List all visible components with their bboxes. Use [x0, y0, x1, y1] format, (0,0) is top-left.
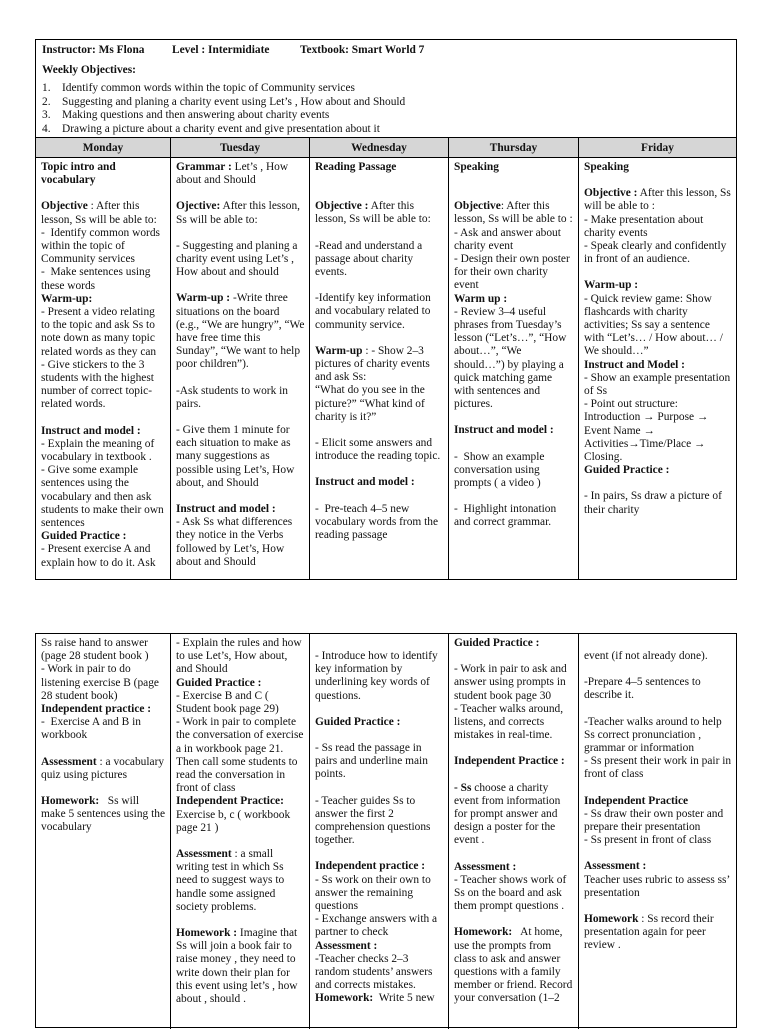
- objective-item: 1. Identify common words within the topic of Community services: [42, 82, 355, 94]
- lesson-text: [584, 755, 732, 781]
- inline-text: - Speak clearly and confidently in front of an audience.: [584, 240, 730, 266]
- inline-text: : - Show 2–3 pictures of charity events and ask Ss:: [315, 344, 433, 384]
- section-heading: Independent Practice :: [454, 755, 565, 768]
- inline-text: - Review 3–4 useful phrases from Tuesday’s lesson (“Let’s…”, “How about…”, “We should…”) by playing a quick matching game with sentences and pictures.: [454, 305, 570, 411]
- lesson-text: [41, 716, 166, 742]
- lesson-text: [41, 543, 166, 569]
- section-heading: Guided Practice :: [454, 637, 540, 649]
- inline-label: Homework :: [176, 927, 238, 940]
- lesson-text: [315, 650, 444, 703]
- section-heading: Instruct and model :: [176, 503, 276, 516]
- inline-text: At home, use the prompts from class to ask and answer questions with a family member or friend. Record your conversation (1–2: [454, 926, 576, 1005]
- inline-text: -Teacher checks 2–3 random students’ answers and corrects mistakes.: [315, 952, 436, 992]
- inline-text: Ss will make 5 sentences using the vocabulary: [41, 795, 168, 834]
- lesson-text: [454, 703, 574, 743]
- inline-text: -Read and understand a passage about charity events.: [315, 239, 426, 279]
- inline-text: - Ss draw their own poster and prepare their presentation: [584, 807, 727, 834]
- objective-item: 2. Suggesting and planing a charity event using Let’s , How about and Should: [42, 95, 406, 108]
- lesson-text: [315, 345, 444, 385]
- spacer: [584, 477, 732, 490]
- lesson-text: [454, 782, 574, 848]
- spacer: [584, 782, 732, 795]
- inline-text: - Work in pair to ask and answer using prompts in student book page 30: [454, 663, 570, 702]
- lesson-text: [315, 742, 444, 782]
- spacer: [315, 729, 444, 742]
- objective-item: 4. Drawing a picture about a charity event and give presentation about it: [42, 122, 380, 135]
- lesson-text: [176, 240, 305, 280]
- lesson-text: [584, 490, 732, 516]
- inline-text: - Show an example presentation of Ss: [584, 371, 733, 398]
- lesson-text: [584, 716, 732, 756]
- lesson-text: [315, 874, 444, 914]
- spacer: [315, 782, 444, 795]
- lesson-text: [176, 200, 305, 226]
- spacer: [176, 914, 305, 927]
- lesson-text: [315, 384, 444, 424]
- spacer: [454, 848, 574, 861]
- inline-label: Homework:: [454, 926, 513, 939]
- inline-text: - Design their own poster for their own charity event: [454, 253, 573, 292]
- spacer: [315, 332, 444, 345]
- lesson-text: [584, 650, 732, 663]
- inline-text: - Elicit some answers and introduce the reading topic.: [315, 437, 441, 463]
- section-heading: Assessment :: [454, 860, 517, 873]
- inline-text: - Make sentences using these words: [41, 266, 154, 292]
- inline-label: Grammar :: [176, 161, 232, 173]
- lesson-text: [315, 200, 444, 226]
- weekly-objectives-list: [42, 82, 405, 136]
- inline-text: - Explain the rules and how to use Let’s, How about, and Should: [176, 637, 305, 676]
- spacer: [454, 187, 574, 200]
- spacer: [454, 490, 574, 503]
- lesson-text: [176, 927, 305, 1006]
- inline-text: - Make presentation about charity events: [584, 213, 707, 239]
- day-header-monday: Monday: [36, 137, 171, 158]
- spacer: [315, 490, 444, 503]
- inline-text: - Ss work on their own to answer the remaining questions: [315, 873, 434, 913]
- inline-text: - Present a video relating to the topic and ask Ss to note down as many topic related words as they can: [41, 306, 158, 358]
- wednesday-column: [310, 634, 449, 1029]
- spacer: [315, 279, 444, 292]
- section-heading: Topic intro and vocabulary: [41, 161, 119, 187]
- lesson-text: [41, 756, 166, 782]
- inline-text: - Work in pair to do listening exercise B (page 28 student book): [41, 663, 162, 702]
- lesson-text: [176, 161, 305, 187]
- section-heading: Assessment :: [584, 860, 647, 873]
- lesson-text: [41, 306, 166, 359]
- spacer: [315, 227, 444, 240]
- spacer: [176, 187, 305, 200]
- inline-text: : After this lesson, Ss will be able to:: [41, 200, 157, 226]
- day-header-thursday: Thursday: [449, 137, 579, 158]
- lesson-text: [315, 240, 444, 280]
- lesson-text: [584, 214, 732, 240]
- wednesday-column: [310, 158, 449, 579]
- inline-text: Exercise b, c ( workbook page 21 ): [176, 808, 294, 834]
- lesson-text: [176, 516, 305, 569]
- section-heading: Independent practice :: [41, 703, 152, 716]
- spacer: [315, 187, 444, 200]
- inline-text: choose a charity event from information for prompt answer and design a poster for the event .: [454, 781, 564, 847]
- inline-text: - Ss present their work in pair in front of class: [584, 755, 734, 781]
- lesson-text: [176, 809, 305, 835]
- inline-text: - Teacher walks around, listens, and corrects mistakes in real-time.: [454, 702, 566, 742]
- lesson-plan-table-page-2: [35, 633, 737, 1028]
- inline-label: Objective: [41, 200, 88, 213]
- inline-text: - Give stickers to the 3 students with the highest number of correct topic-related words.: [41, 358, 157, 411]
- inline-label: Objective: [454, 200, 501, 213]
- thursday-column: [449, 158, 579, 579]
- lesson-text: [584, 293, 732, 359]
- spacer: [41, 412, 166, 425]
- spacer: [176, 227, 305, 240]
- spacer: [454, 650, 574, 663]
- day-header-wednesday: Wednesday: [310, 137, 449, 158]
- section-heading: Independent practice :: [315, 860, 426, 873]
- inline-text: event (if not already done).: [584, 650, 708, 662]
- inline-label: Assessment: [41, 755, 97, 768]
- lesson-text: [454, 874, 574, 914]
- lesson-text: [41, 200, 166, 226]
- inline-label: Assessment: [176, 848, 232, 861]
- inline-text: - Identify common words within the topic of Community services: [41, 226, 163, 266]
- spacer: [41, 782, 166, 795]
- day-columns-page-1: [36, 158, 736, 579]
- lesson-text: [584, 834, 732, 847]
- lesson-text: [315, 795, 444, 848]
- inline-text: - Highlight intonation and correct grammar.: [454, 503, 560, 529]
- spacer: [454, 438, 574, 451]
- inline-text: -Identify key information and vocabulary related to community service.: [315, 292, 434, 331]
- lesson-text: [454, 253, 574, 293]
- inline-text: -Teacher walks around to help Ss correct pronunciation , grammar or information: [584, 715, 725, 755]
- inline-label: Homework: [584, 913, 639, 926]
- lesson-text: [315, 953, 444, 993]
- day-header-tuesday: Tuesday: [171, 137, 310, 158]
- lesson-text: [176, 385, 305, 411]
- spacer: [315, 847, 444, 860]
- spacer: [315, 463, 444, 476]
- inline-text: - Suggesting and planing a charity event using Let’s , How about and should: [176, 239, 301, 279]
- inline-label: - Ss: [454, 781, 472, 794]
- lesson-text: [454, 926, 574, 1005]
- friday-column: [579, 158, 736, 579]
- inline-text: Write 5 new: [373, 992, 435, 1005]
- lesson-text: [454, 663, 574, 703]
- inline-label: Warm-up :: [176, 292, 231, 305]
- spacer: [315, 174, 444, 187]
- inline-text: - Introduce how to identify key information by underlining key words of questions.: [315, 650, 441, 702]
- lesson-text: [41, 227, 166, 267]
- spacer: [41, 187, 166, 200]
- lesson-text: [176, 716, 305, 795]
- spacer: [584, 900, 732, 913]
- section-heading: Warm up :: [454, 292, 508, 305]
- section-heading: Speaking: [584, 161, 629, 173]
- lesson-text: [584, 372, 732, 398]
- lesson-text: [315, 992, 444, 1005]
- inline-text: : Ss record their presentation again for peer review .: [584, 913, 717, 952]
- inline-text: - Teacher guides Ss to answer the first 2 comprehension questions together.: [315, 794, 434, 847]
- section-heading: Warm-up :: [584, 279, 639, 292]
- inline-text: After this lesson, Ss will be able to :: [584, 187, 734, 213]
- weekly-objectives-title: Weekly Objectives:: [42, 64, 136, 76]
- lesson-text: [454, 200, 574, 226]
- section-heading: Guided Practice :: [315, 715, 401, 728]
- tuesday-column: [171, 634, 310, 1029]
- section-heading: Warm-up:: [41, 292, 93, 305]
- section-heading: Guided Practice :: [41, 530, 127, 543]
- inline-text: “What do you see in the picture?” “What kind of charity is it?”: [315, 384, 428, 423]
- inline-text: - Exercise B and C ( Student book page 29): [176, 689, 279, 716]
- inline-text: Ss raise hand to answer (page 28 student book ): [41, 637, 151, 663]
- lesson-text: [41, 464, 166, 530]
- inline-text: - Ask Ss what differences they notice in the Verbs followed by Let’s, How about and Should: [176, 516, 296, 568]
- spacer: [454, 411, 574, 424]
- lesson-text: [315, 503, 444, 543]
- section-heading: Instruct and Model :: [584, 358, 685, 371]
- section-heading: Independent Practice:: [176, 795, 284, 808]
- section-heading: Speaking: [454, 161, 499, 173]
- section-heading: Instruct and model :: [454, 424, 554, 437]
- inline-text: -Write three situations on the board (e.g., “We are hungry”, “We have free time this Sunday”, “We want to help poor children”).: [176, 292, 308, 371]
- inline-text: - Work in pair to complete the conversation of exercise a in workbook page 21. Then call some students to read the conversation in front of class: [176, 716, 307, 795]
- thursday-column: [449, 634, 579, 1029]
- section-heading: Guided Practice :: [176, 676, 262, 689]
- section-heading: Reading Passage: [315, 161, 397, 173]
- day-header-friday: Friday: [579, 137, 736, 158]
- spacer: [454, 913, 574, 926]
- lesson-text: [41, 663, 166, 703]
- inline-text: -Ask students to work in pairs.: [176, 384, 291, 410]
- inline-label: Ojective:: [176, 200, 221, 213]
- spacer: [41, 743, 166, 756]
- lesson-text: [176, 637, 305, 677]
- lesson-text: [41, 795, 166, 835]
- objective-item: 3. Making questions and then answering about charity events: [42, 109, 330, 121]
- lesson-text: [41, 637, 166, 663]
- inline-label: Homework:: [315, 992, 374, 1005]
- inline-text: - In pairs, Ss draw a picture of their charity: [584, 490, 725, 516]
- inline-label: Homework:: [41, 795, 100, 808]
- spacer: [584, 637, 732, 650]
- lesson-text: [41, 438, 166, 464]
- monday-column: [36, 158, 171, 579]
- section-heading: Independent Practice: [584, 794, 689, 807]
- spacer: [315, 703, 444, 716]
- lesson-text: [584, 398, 732, 464]
- lesson-text: [584, 187, 732, 213]
- inline-text: - Exchange answers with a partner to check: [315, 913, 440, 939]
- inline-text: - Quick review game: Show flashcards with charity activities; Ss say a sentence with “Let’s… / How about… / We should…”: [584, 292, 726, 358]
- spacer: [315, 637, 444, 650]
- lesson-plan-table-page-1: [35, 39, 737, 580]
- spacer: [454, 174, 574, 187]
- lesson-text: [454, 306, 574, 412]
- inline-text: - Present exercise A and explain how to do it. Ask: [41, 543, 156, 569]
- lesson-text: [584, 913, 732, 953]
- inline-text: - Ss read the passage in pairs and underline main points.: [315, 742, 431, 781]
- lesson-text: [176, 292, 308, 371]
- section-heading: Guided Practice :: [584, 464, 670, 477]
- inline-text: Let’s , How about and Should: [176, 161, 291, 187]
- spacer: [176, 490, 305, 503]
- spacer: [454, 769, 574, 782]
- lesson-text: [176, 424, 305, 490]
- inline-text: -Prepare 4–5 sentences to describe it.: [584, 676, 704, 702]
- spacer: [584, 663, 732, 676]
- inline-label: Warm-up: [315, 344, 363, 357]
- lesson-text: [584, 676, 732, 702]
- spacer: [315, 424, 444, 437]
- spacer: [176, 835, 305, 848]
- inline-text: After this lesson, Ss will be able to:: [315, 200, 431, 226]
- spacer: [176, 279, 305, 292]
- day-columns-page-2: [36, 634, 736, 1029]
- spacer: [584, 703, 732, 716]
- lesson-text: [454, 227, 574, 253]
- inline-label: Objective :: [315, 200, 369, 213]
- inline-text: : After this lesson, Ss will be able to :: [454, 200, 573, 226]
- spacer: [584, 847, 732, 860]
- inline-text: - Give some example sentences using the vocabulary and then ask students to make their own sentences: [41, 464, 167, 530]
- inline-text: - Exercise A and B in workbook: [41, 716, 144, 742]
- inline-text: - Give them 1 minute for each situation to make as many suggestions as possible using Let’s, How about, and Should: [176, 424, 298, 489]
- lesson-text: [176, 848, 305, 914]
- section-heading: Instruct and model :: [315, 476, 415, 489]
- friday-column: [579, 634, 736, 1029]
- monday-column: [36, 634, 171, 1029]
- lesson-text: [315, 292, 444, 332]
- lesson-text: [41, 266, 166, 292]
- lesson-text: [315, 437, 444, 463]
- lesson-text: [41, 359, 166, 412]
- lesson-text: [454, 503, 574, 529]
- day-header-row: [36, 137, 736, 158]
- inline-text: - Teacher shows work of Ss on the board and ask them prompt questions .: [454, 873, 570, 913]
- inline-text: - Ss present in front of class: [584, 834, 712, 847]
- inline-text: - Show an example conversation using prompts ( a video ): [454, 450, 548, 490]
- lesson-text: [454, 451, 574, 491]
- lesson-text: [315, 913, 444, 939]
- spacer: [584, 266, 732, 279]
- inline-text: : a vocabulary quiz using pictures: [41, 755, 167, 781]
- inline-text: Teacher uses rubric to assess ss’ presentation: [584, 873, 733, 899]
- level-label: Level : Intermidiate: [172, 44, 270, 56]
- inline-text: : a small writing test in which Ss need to suggest ways to handle some assigned society problems.: [176, 848, 288, 913]
- tuesday-column: [171, 158, 310, 579]
- inline-text: - Point out structure: Introduction → Purpose → Event Name → Activities→Time/Place → Closing.: [584, 398, 712, 464]
- inline-text: - Pre-teach 4–5 new vocabulary words from the reading passage: [315, 502, 441, 542]
- spacer: [176, 372, 305, 385]
- inline-label: Objective :: [584, 187, 638, 200]
- spacer: [176, 411, 305, 424]
- lesson-text: [584, 874, 732, 900]
- section-heading: Instruct and model :: [41, 424, 141, 437]
- inline-text: After this lesson, Ss will be able to:: [176, 200, 303, 226]
- inline-text: Imagine that Ss will join a book fair to raise money , they need to write down their plan for this event using let’s , how about , should .: [176, 927, 301, 1006]
- spacer: [584, 174, 732, 187]
- lesson-text: [584, 808, 732, 834]
- section-heading: Assessment :: [315, 939, 378, 952]
- textbook-label: Textbook: Smart World 7: [300, 44, 425, 56]
- inline-text: - Explain the meaning of vocabulary in textbook .: [41, 437, 158, 464]
- lesson-text: [584, 240, 732, 266]
- spacer: [454, 742, 574, 755]
- inline-text: - Ask and answer about charity event: [454, 226, 564, 252]
- lesson-text: [176, 690, 305, 716]
- instructor-label: Instructor: Ms Flona: [42, 44, 145, 56]
